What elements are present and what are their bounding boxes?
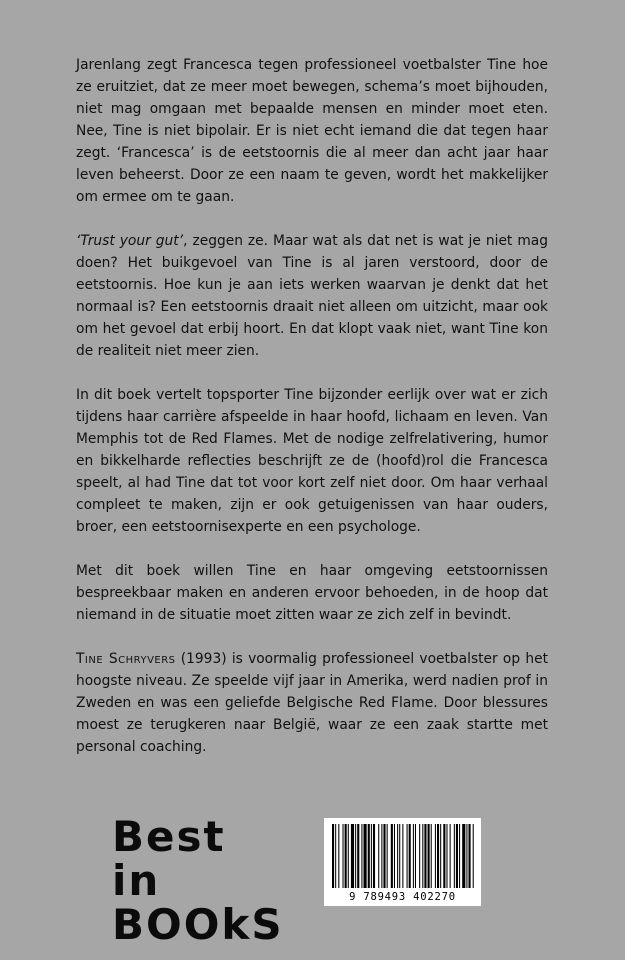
logo-line-2: BOOkS: [112, 900, 284, 949]
logo-line-1: Best in: [112, 812, 226, 905]
isbn-number: 9 789493 402270: [349, 891, 456, 903]
paragraph-purpose-text: Met dit boek willen Tine en haar omgeving eetstoornissen bespreekbaar maken en anderen ervoor behoeden, in de hoop dat niemand in de situatie moet zitten waar ze zich zelf in bevindt.: [76, 563, 548, 623]
author-name: Tine Schryvers: [76, 651, 176, 667]
isbn-barcode: [324, 818, 481, 906]
paragraph-book-description: [76, 384, 548, 538]
paragraph-intro: [76, 54, 548, 208]
paragraph-trust-text: , zeggen ze. Maar wat als dat net is wat je niet mag doen? Het buikgevoel van Tine is al jaren verstoord, door de eetstoornis. Hoe kun je aan iets werken waarvan je denkt dat het normaal is? Een eetstoornis draait niet alleen om uitzicht, maar ook om het gevoel dat erbij hoort. En dat klopt vaak niet, want Tine kon de realiteit niet meer zien.: [76, 233, 548, 359]
author-bio-text: (1993) is voormalig professioneel voetbalster op het hoogste niveau. Ze speelde vijf jaar in Amerika, werd nadien prof in Zweden en was een geliefde Belgische Red Flame. Door blessures moest ze terugkeren naar België, waar ze een zaak startte met personal coaching.: [76, 651, 548, 755]
paragraph-description-text: In dit boek vertelt topsporter Tine bijzonder eerlijk over wat er zich tijdens haar carrière afspeelde in haar hoofd, lichaam en leven. Van Memphis tot de Red Flames. Met de nodige zelfrelativering, humor en bikkelharde reflecties beschrijft ze de (hoofd)rol die Francesca speelt, al had Tine dat tot voor kort zelf niet door. Om haar verhaal compleet te maken, zijn er ook getuigenissen van haar ouders, broer, een eetstoornisexperte en een psychologe.: [76, 387, 548, 535]
italic-quote: ‘Trust your gut’: [76, 233, 184, 249]
back-cover-text: [76, 54, 548, 780]
paragraph-author-bio: [76, 648, 548, 758]
paragraph-intro-text: Jarenlang zegt Francesca tegen professioneel voetbalster Tine hoe ze eruitziet, dat ze meer moet bewegen, schema’s moet bijhouden, niet mag omgaan met bepaalde mensen en minder moet eten. Nee, Tine is niet bipolair. Er is niet echt iemand die dat tegen haar zegt. ‘Francesca’ is de eetstoornis die al meer dan acht jaar haar leven beheerst. Door ze een naam te geven, wordt het makkelijker om ermee om te gaan.: [76, 57, 548, 205]
publisher-logo: [112, 812, 284, 949]
paragraph-trust-your-gut: [76, 230, 548, 362]
barcode-bars: [324, 818, 481, 890]
paragraph-purpose: [76, 560, 548, 626]
